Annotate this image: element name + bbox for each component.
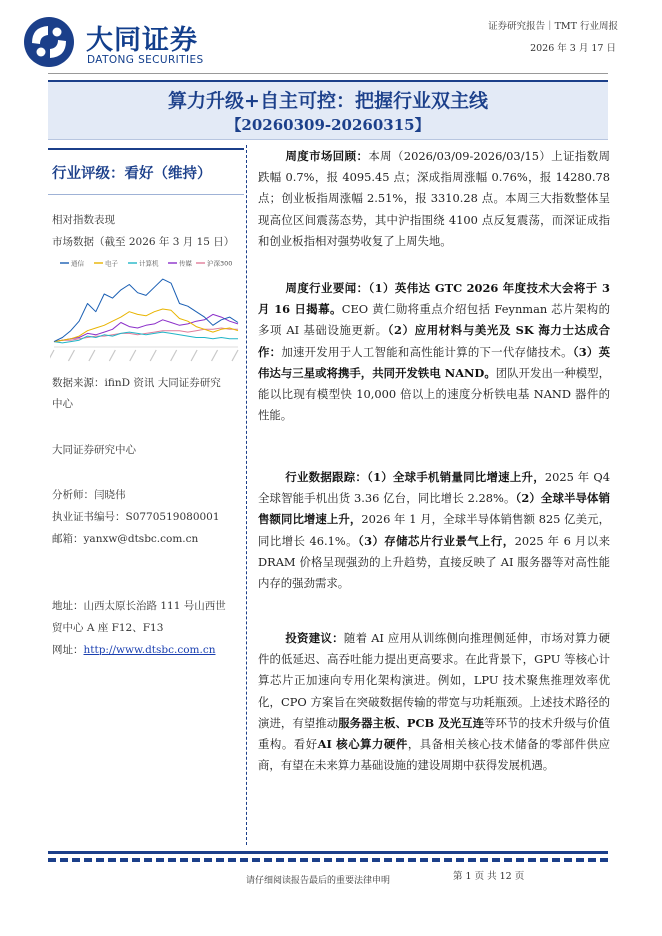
brand-name-en: DATONG SECURITIES — [87, 54, 204, 66]
chart-x-tick — [171, 350, 177, 361]
chart-x-tick — [68, 350, 74, 361]
chart-x-tick — [232, 350, 238, 361]
relative-index-chart — [50, 255, 242, 367]
chart-x-tick — [109, 350, 115, 361]
news-item-3-heading: （3）英伟达与三星或将携手，共同开发铁电 NAND。 — [258, 344, 610, 380]
research-institute: 大同证券研究中心 — [52, 444, 136, 456]
data-source-line1: 数据来源：ifinD 资讯 大同证券研究 — [52, 377, 221, 389]
report-title: 算力升级+自主可控：把握行业双主线 — [168, 90, 488, 112]
report-period: 【20260309-20260315】 — [226, 116, 430, 134]
data-item-1-heading: （1）全球手机销量同比增速上升， — [367, 470, 545, 484]
datong-logo-icon — [22, 15, 76, 69]
news-item-2-text: 加速开发用于人工智能和高性能计算的下一代存储技术。 — [281, 344, 573, 359]
license-number: 执业证书编号：S0770519080001 — [52, 511, 220, 523]
chart-legend-label: 沪深300 — [207, 259, 233, 268]
advice-highlight-2: AI 核心算力硬件 — [317, 737, 408, 752]
data-item-2-heading: （2）全球半导体销售额同比增速上升， — [258, 491, 610, 527]
website-link[interactable]: http://www.dtsbc.com.cn — [83, 644, 216, 656]
news-item-1-heading: （1）英伟达 GTC 2026 年度技术大会将于 3 月 16 日揭幕。 — [258, 281, 610, 317]
industry-data-paragraph — [258, 467, 610, 594]
chart-x-tick — [89, 350, 95, 361]
data-item-3-heading: （3）存储芯片行业景气上行， — [357, 533, 515, 548]
chart-x-tick — [130, 350, 136, 361]
industry-news-paragraph — [258, 278, 610, 426]
website-label: 网址： — [52, 644, 84, 656]
data-source-line2: 中心 — [52, 398, 73, 410]
data-item-2-text: 2026 年 1 月，全球半导体销售额 825 亿美元，同比增长 46.1%。 — [258, 512, 610, 548]
advice-text-1: 随着 AI 应用从训练侧向推理侧延伸，市场对算力硬件的低延迟、高吞吐能力提出更高要求。在此背景下，GPU 等核心计算芯片正加速向专用化架构演进。例如，LPU 技术聚焦推理效率优化，CPO 方案旨在突破数据传输的带宽与功耗瓶颈。上述技术路径的演进，有望推动 — [258, 631, 610, 730]
chart-legend-label: 传媒 — [179, 259, 192, 268]
column-divider — [246, 145, 247, 845]
chart-x-tick — [191, 350, 197, 361]
chart-x-tick — [150, 350, 156, 361]
legal-disclaimer: 请仔细阅读报告最后的重要法律申明 — [246, 876, 391, 886]
analyst-email: 邮箱：yanxw@dtsbc.com.cn — [52, 533, 199, 545]
analyst-name: 分析师：闫晓伟 — [52, 489, 126, 501]
market-review-label: 周度市场回顾： — [285, 149, 369, 163]
data-item-3-text: 2025 年 6 月以来 DRAM 价格呈现强劲的上升趋势，直接反映了 AI 服务器等对高性能内存的强劲需求。 — [258, 533, 610, 591]
investment-advice-paragraph — [258, 628, 610, 776]
page-number: 第 1 页 共 12 页 — [453, 871, 525, 882]
advice-highlight-1: 服务器主板、PCB 及光互连 — [338, 715, 485, 730]
advice-text-2: 等环节的技术升级与价值重构。看好 — [258, 715, 610, 752]
news-item-2-heading: （2）应用材料与美光及 SK 海力士达成合作： — [258, 323, 610, 359]
market-review-paragraph — [258, 146, 610, 252]
report-date: 2026 年 3 月 17 日 — [530, 43, 616, 54]
industry-news-label: 周度行业要闻： — [285, 281, 369, 295]
chart-legend-label: 通信 — [71, 259, 84, 268]
market-review-text: 本周（2026/03/09-2026/03/15）上证指数周跌幅 0.7%，报 4095.45 点；深成指周涨幅 0.76%，报 14280.78 点；创业板指周涨幅 2.51%，报 3310.28 点。本周三大指数整体呈现高位区间震荡态势，其中沪指围绕 4100 点反复震荡，而深证成指和创业板指相对强势收复了上周失地。 — [258, 149, 610, 248]
sidebar-top-rule — [48, 148, 244, 150]
industry-data-label: 行业数据跟踪： — [285, 470, 368, 484]
chart-x-tick — [50, 350, 54, 361]
brand-name-cn: 大同证券 — [86, 25, 198, 56]
header-divider — [48, 73, 608, 74]
news-item-3-text: 团队开发出一种模型，能以比现有模型快 10,000 倍以上的速度分析铁电基 NAND 器件的性能。 — [258, 365, 610, 423]
advice-text-3: ，具备相关核心技术储备的零部件供应商，有望在未来算力基础设施的建设周期中获得发展机遇。 — [258, 737, 610, 773]
data-item-1-text: 2025 年 Q4 全球智能手机出货 3.36 亿台，同比增长 2.28%。 — [258, 470, 610, 506]
industry-rating: 行业评级：看好（维持） — [52, 165, 212, 182]
website-row — [52, 642, 216, 657]
report-type: 证券研究报告｜TMT 行业周报 — [488, 21, 618, 32]
chart-legend-label: 电子 — [105, 259, 118, 268]
address-line2: 贸中心 A 座 F12、F13 — [52, 622, 164, 634]
chart-series-line — [54, 314, 238, 341]
index-performance-label: 相对指数表现 — [52, 214, 115, 226]
footer-rule — [48, 851, 608, 854]
chart-series-line — [54, 279, 238, 342]
footer-dashed-rule — [48, 858, 608, 862]
chart-x-tick — [212, 350, 218, 361]
market-data-label: 市场数据（截至 2026 年 3 月 15 日） — [52, 236, 235, 248]
news-item-1-text: CEO 黄仁勋将重点介绍包括 Feynman 芯片架构的多项 AI 基础设施更新。 — [258, 302, 610, 338]
address-line1: 地址：山西太原长治路 111 号山西世 — [52, 600, 226, 612]
chart-legend-label: 计算机 — [139, 259, 159, 268]
investment-advice-label: 投资建议： — [285, 631, 344, 645]
sidebar-rule — [48, 194, 244, 195]
